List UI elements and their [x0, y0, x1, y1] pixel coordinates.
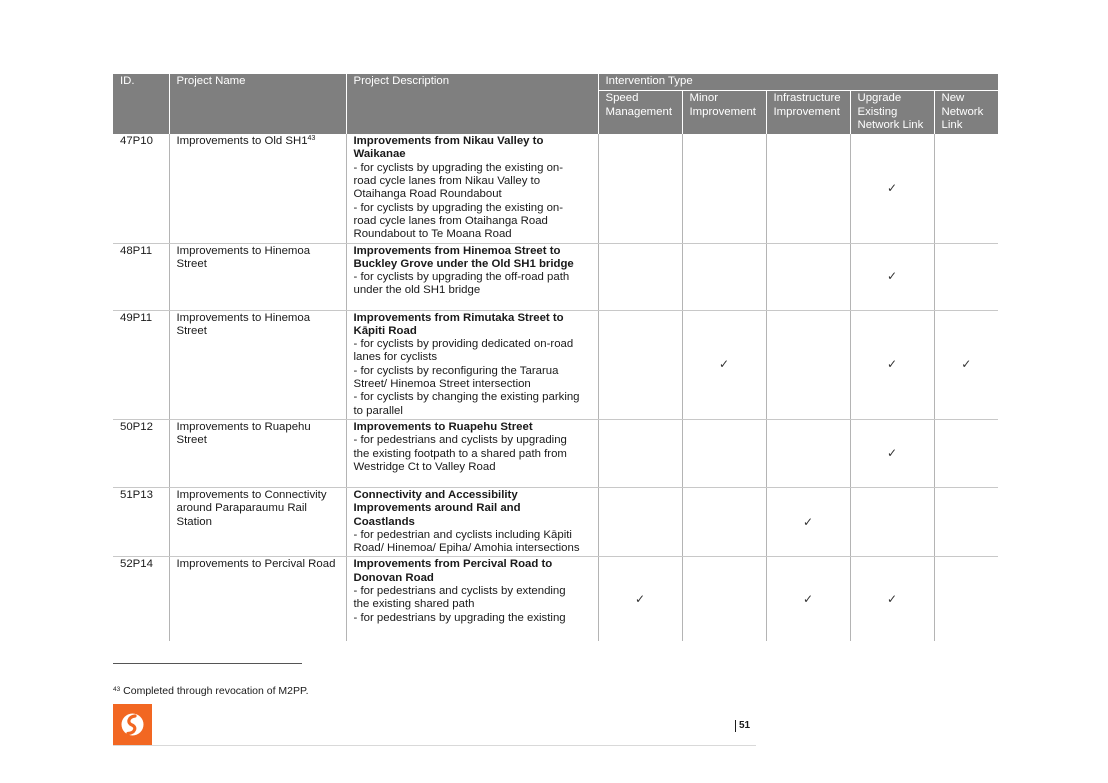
cell-project-name [169, 310, 346, 419]
description-title: Improvements from Nikau Valley to [353, 135, 544, 148]
header-id: ID. [113, 74, 169, 134]
header-line: Minor [689, 92, 718, 105]
description-line: road cycle lanes from Nikau Valley to [353, 175, 541, 188]
description-title: Improvements around Rail and [353, 502, 521, 515]
description-title: Improvements from Hinemoa Street to [353, 244, 561, 257]
description-title: Waikanae [353, 148, 406, 161]
footnote-reference[interactable]: 43 [307, 135, 316, 143]
footnote [113, 685, 309, 697]
project-table [113, 74, 998, 641]
description-line: - for cyclists by changing the existing parking [353, 391, 580, 404]
cell-id: 50P12 [113, 419, 169, 487]
cell-new-network-link [934, 557, 998, 641]
header-line: Upgrade [857, 92, 902, 105]
description-line: Street/ Hinemoa Street intersection [353, 378, 531, 391]
project-name-text: Improvements to Old SH1 [176, 135, 308, 148]
cell-new-network-link [934, 243, 998, 310]
checkmark-icon: ✓ [886, 268, 898, 283]
description-line: - for cyclists by upgrading the existing on- [353, 161, 564, 174]
description-line: under the old SH1 bridge [353, 284, 481, 297]
cell-project-name [169, 243, 346, 310]
checkmark-icon: ✓ [634, 591, 646, 606]
cell-new-network-link [934, 487, 998, 556]
checkmark-icon: ✓ [961, 357, 972, 372]
header-project-description: Project Description [346, 74, 598, 134]
footnote-text: Completed through revocation of M2PP. [123, 685, 309, 697]
description-line: - for pedestrians and cyclists by upgrading [353, 434, 567, 447]
cell-speed-management [598, 243, 682, 310]
cell-minor-improvement [682, 243, 766, 310]
table-row [113, 419, 998, 487]
cell-speed-management [598, 134, 682, 243]
cell-upgrade-existing-network-link [850, 134, 934, 243]
description-line: - for cyclists by providing dedicated on-road [353, 338, 574, 351]
table-row [113, 557, 998, 641]
description-line: to parallel [353, 404, 403, 417]
cell-upgrade-existing-network-link [850, 419, 934, 487]
description-line: Roundabout to Te Moana Road [353, 228, 512, 241]
bottom-rule [113, 745, 756, 746]
cell-project-description [346, 310, 598, 419]
project-name-text: Improvements to Ruapehu Street [176, 420, 311, 447]
header-line: Speed [605, 92, 639, 105]
description-title: Donovan Road [353, 571, 434, 584]
cell-project-description [346, 557, 598, 641]
checkmark-icon: ✓ [886, 445, 898, 460]
cell-speed-management [598, 487, 682, 556]
checkmark-icon: ✓ [886, 180, 898, 195]
cell-speed-management [598, 310, 682, 419]
header-line: Link [941, 118, 963, 131]
description-line: Road/ Hinemoa/ Epiha/ Amohia intersections [353, 542, 580, 555]
council-logo-icon [113, 704, 152, 745]
header-line: Improvement [689, 105, 756, 118]
description-line: - for cyclists by upgrading the off-road path [353, 271, 570, 284]
header-row [113, 74, 998, 91]
table-body [113, 134, 998, 641]
footnote-number: 43 [113, 686, 121, 693]
description-line: lanes for cyclists [353, 351, 438, 364]
cell-minor-improvement [682, 310, 766, 419]
description-line: - for pedestrian and cyclists including Kāpiti [353, 528, 572, 541]
description-line: road cycle lanes from Otaihanga Road [353, 214, 548, 227]
description-title: Buckley Grove under the Old SH1 bridge [353, 257, 574, 270]
header-line: Network [941, 105, 984, 118]
cell-upgrade-existing-network-link [850, 557, 934, 641]
cell-infrastructure-improvement [766, 487, 850, 556]
description-line: Otaihanga Road Roundabout [353, 188, 502, 201]
cell-speed-management [598, 419, 682, 487]
checkmark-icon: ✓ [802, 514, 814, 529]
header-minor-improvement [682, 91, 766, 134]
cell-project-description [346, 134, 598, 243]
header-line: Management [605, 105, 672, 118]
description-line: - for pedestrians and cyclists by extending [353, 585, 566, 598]
cell-id: 51P13 [113, 487, 169, 556]
header-line: Improvement [773, 105, 840, 118]
description-line: - for cyclists by upgrading the existing on- [353, 201, 564, 214]
checkmark-icon: ✓ [886, 357, 898, 372]
description-line: the existing shared path [353, 598, 475, 611]
cell-id: 47P10 [113, 134, 169, 243]
header-upgrade-existing-network-link [850, 91, 934, 134]
cell-minor-improvement [682, 419, 766, 487]
header-infrastructure-improvement [766, 91, 850, 134]
cell-project-name [169, 487, 346, 556]
table-row [113, 310, 998, 419]
cell-infrastructure-improvement [766, 557, 850, 641]
description-line: Westridge Ct to Valley Road [353, 460, 496, 473]
cell-id: 49P11 [113, 310, 169, 419]
footnote-rule [113, 663, 302, 664]
header-line: New [941, 92, 965, 105]
cell-new-network-link [934, 310, 998, 419]
cell-upgrade-existing-network-link [850, 310, 934, 419]
description-title: Improvements to Ruapehu Street [353, 420, 533, 433]
cell-project-name [169, 419, 346, 487]
cell-id: 52P14 [120, 558, 153, 571]
cell-upgrade-existing-network-link [850, 487, 934, 556]
table-row [113, 243, 998, 310]
page-number: 51 [735, 720, 750, 732]
header-intervention-type: Intervention Type [598, 74, 998, 91]
cell-minor-improvement [682, 134, 766, 243]
cell-id: 48P11 [113, 243, 169, 310]
header-new-network-link [934, 91, 998, 134]
cell-upgrade-existing-network-link [850, 243, 934, 310]
cell-new-network-link [934, 134, 998, 243]
description-line: - for pedestrians by upgrading the existing [353, 611, 566, 624]
checkmark-icon: ✓ [718, 357, 730, 372]
description-title: Coastlands [353, 515, 415, 528]
header-project-name: Project Name [169, 74, 346, 134]
cell-project-name [169, 134, 346, 243]
description-title: Improvements from Rimutaka Street to [353, 311, 564, 324]
cell-infrastructure-improvement [766, 419, 850, 487]
cell-project-description [346, 419, 598, 487]
cell-new-network-link [934, 419, 998, 487]
description-title: Connectivity and Accessibility [353, 488, 518, 501]
project-name-text: Improvements to Hinemoa Street [176, 244, 311, 270]
description-line: the existing footpath to a shared path from [353, 447, 567, 460]
description-line: - for cyclists by reconfiguring the Tararua [353, 364, 559, 377]
cell-minor-improvement [682, 557, 766, 641]
header-line: Infrastructure [773, 92, 841, 105]
project-name-text: Improvements to Percival Road [176, 558, 336, 571]
checkmark-icon: ✓ [802, 591, 814, 606]
cell-project-description [346, 487, 598, 556]
description-title: Improvements from Percival Road to [353, 558, 553, 571]
cell-project-description [346, 243, 598, 310]
cell-project-name [169, 557, 346, 641]
table-row [113, 487, 998, 556]
project-name-text: Improvements to Hinemoa Street [176, 311, 311, 337]
header-line: Existing [857, 105, 898, 118]
cell-minor-improvement [682, 487, 766, 556]
cell-infrastructure-improvement [766, 310, 850, 419]
cell-speed-management [598, 557, 682, 641]
header-speed-management [598, 91, 682, 134]
checkmark-icon: ✓ [886, 591, 898, 606]
table-row [113, 134, 998, 243]
cell-infrastructure-improvement [766, 243, 850, 310]
header-line: Network Link [857, 118, 924, 131]
description-title: Kāpiti Road [353, 324, 417, 337]
cell-infrastructure-improvement [766, 134, 850, 243]
project-name-text: Improvements to Connectivity around Paraparaumu Rail Station [176, 488, 327, 528]
